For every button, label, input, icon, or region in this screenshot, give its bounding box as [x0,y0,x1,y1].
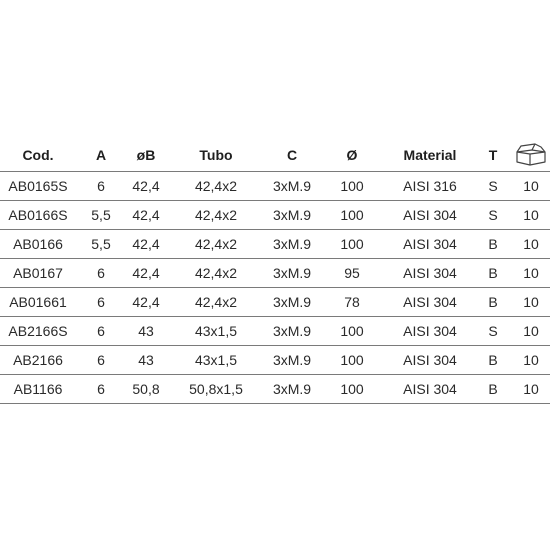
cell-material: AISI 304 [386,230,474,259]
cell-b: 42,4 [126,288,166,317]
cell-diameter: 100 [318,172,386,201]
cell-tubo: 50,8x1,5 [166,375,266,404]
cell-package-quantity: 10 [512,317,550,346]
cell-cod: AB2166S [0,317,76,346]
table-row [0,259,550,288]
cell-a: 6 [76,288,126,317]
table-row [0,317,550,346]
header-a: A [95,146,107,163]
cell-material: AISI 316 [386,172,474,201]
header-diameter: Ø [346,146,358,163]
cell-material: AISI 304 [386,201,474,230]
cell-material: AISI 304 [386,375,474,404]
cell-a: 5,5 [76,201,126,230]
cell-c: 3xM.9 [266,201,318,230]
cell-tubo: 42,4x2 [166,201,266,230]
cell-material: AISI 304 [386,346,474,375]
header-cod: Cod. [22,146,54,163]
table-header-row [0,138,550,172]
cell-material: AISI 304 [386,288,474,317]
cell-t: S [474,317,512,346]
cell-b: 42,4 [126,172,166,201]
cell-diameter: 100 [318,201,386,230]
cell-t: B [474,288,512,317]
cell-diameter: 78 [318,288,386,317]
cell-tubo: 42,4x2 [166,288,266,317]
cell-a: 5,5 [76,230,126,259]
cell-tubo: 42,4x2 [166,172,266,201]
header-c: C [286,146,298,163]
cell-a: 6 [76,346,126,375]
cell-b: 42,4 [126,230,166,259]
cell-diameter: 100 [318,346,386,375]
cell-t: S [474,172,512,201]
cell-t: B [474,259,512,288]
cell-t: S [474,201,512,230]
cell-package-quantity: 10 [512,375,550,404]
cell-cod: AB1166 [0,375,76,404]
cell-cod: AB0167 [0,259,76,288]
cell-cod: AB2166 [0,346,76,375]
product-spec-table [0,138,550,404]
header-tubo: Tubo [199,146,233,163]
cell-b: 43 [126,346,166,375]
table-row [0,201,550,230]
cell-c: 3xM.9 [266,317,318,346]
table-body [0,172,550,404]
cell-package-quantity: 10 [512,201,550,230]
cell-t: B [474,375,512,404]
cell-cod: AB0165S [0,172,76,201]
table-row [0,346,550,375]
cell-a: 6 [76,259,126,288]
table-row [0,230,550,259]
cell-c: 3xM.9 [266,375,318,404]
cell-t: B [474,346,512,375]
header-t: T [488,146,498,163]
table-row [0,375,550,404]
cell-a: 6 [76,317,126,346]
cell-package-quantity: 10 [512,172,550,201]
header-material: Material [403,146,457,163]
cell-t: B [474,230,512,259]
table-row [0,288,550,317]
header-package-quantity [512,138,550,172]
cell-diameter: 100 [318,230,386,259]
cell-material: AISI 304 [386,317,474,346]
cell-c: 3xM.9 [266,172,318,201]
cell-diameter: 100 [318,375,386,404]
cell-c: 3xM.9 [266,346,318,375]
cell-c: 3xM.9 [266,259,318,288]
cell-package-quantity: 10 [512,230,550,259]
cell-package-quantity: 10 [512,288,550,317]
cell-a: 6 [76,172,126,201]
cell-package-quantity: 10 [512,346,550,375]
cell-b: 42,4 [126,201,166,230]
cell-b: 42,4 [126,259,166,288]
cell-cod: AB0166 [0,230,76,259]
cell-diameter: 100 [318,317,386,346]
cell-tubo: 43x1,5 [166,346,266,375]
cell-c: 3xM.9 [266,288,318,317]
cell-package-quantity: 10 [512,259,550,288]
cell-tubo: 42,4x2 [166,259,266,288]
cell-diameter: 95 [318,259,386,288]
cell-cod: AB01661 [0,288,76,317]
cell-cod: AB0166S [0,201,76,230]
header-b: øB [136,146,156,163]
cell-b: 43 [126,317,166,346]
cell-tubo: 43x1,5 [166,317,266,346]
cell-c: 3xM.9 [266,230,318,259]
cell-tubo: 42,4x2 [166,230,266,259]
cell-b: 50,8 [126,375,166,404]
cell-material: AISI 304 [386,259,474,288]
package-box-icon [514,143,548,167]
table-row [0,172,550,201]
cell-a: 6 [76,375,126,404]
